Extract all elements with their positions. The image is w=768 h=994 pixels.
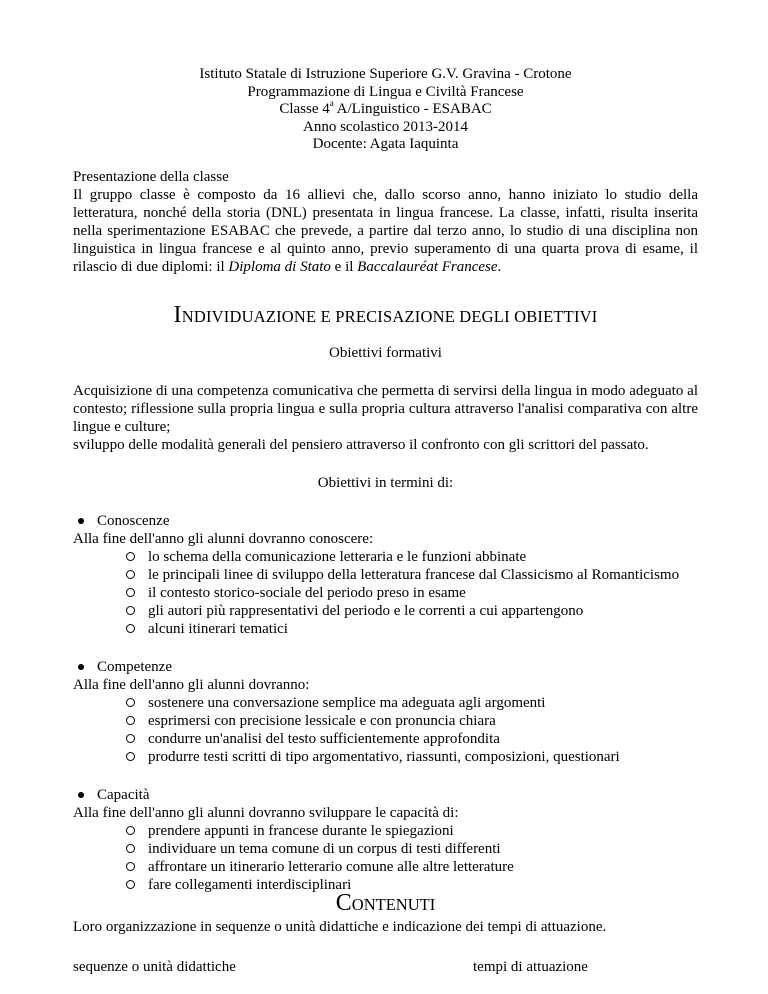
- list-item: esprimersi con precisione lessicale e con pronuncia chiara: [126, 712, 698, 730]
- circle-bullet-icon: [126, 880, 135, 889]
- knowledge-intro: Alla fine dell'anno gli alunni dovranno conoscere:: [73, 530, 374, 547]
- skills-heading: Competenze: [97, 658, 172, 675]
- circle-bullet-icon: [126, 734, 135, 743]
- circle-bullet-icon: [126, 752, 135, 761]
- circle-bullet-icon: [126, 624, 135, 633]
- list-item: gli autori più rappresentativi del periodo e le correnti a cui appartengono: [126, 602, 698, 620]
- list-item: fare collegamenti interdisciplinari: [126, 876, 698, 894]
- list-item: individuare un tema comune di un corpus di testi differenti: [126, 840, 698, 858]
- knowledge-heading: Conoscenze: [97, 512, 170, 529]
- list-item: produrre testi scritti di tipo argomentativo, riassunti, composizioni, questionari: [126, 748, 698, 766]
- circle-bullet-icon: [126, 826, 135, 835]
- list-item: sostenere una conversazione semplice ma adeguata agli argomenti: [126, 694, 698, 712]
- teacher: Docente: Agata Iaquinta: [312, 136, 459, 152]
- document-header: [73, 66, 698, 154]
- bullet-icon: [78, 792, 84, 798]
- circle-bullet-icon: [126, 570, 135, 579]
- circle-bullet-icon: [126, 716, 135, 725]
- bullet-icon: [78, 518, 84, 524]
- column-header-times: tempi di attuazione: [473, 958, 588, 975]
- abilities-list: [73, 822, 698, 894]
- school-name: Istituto Statale di Istruzione Superiore G.V. Gravina - Crotone: [199, 66, 572, 82]
- skills-intro: Alla fine dell'anno gli alunni dovranno:: [73, 676, 310, 693]
- skills-list: [73, 694, 698, 766]
- contents-table-header: [73, 958, 698, 976]
- bullet-icon: [78, 664, 84, 670]
- column-header-units: sequenze o unità didattiche: [73, 958, 236, 975]
- circle-bullet-icon: [126, 552, 135, 561]
- circle-bullet-icon: [126, 844, 135, 853]
- list-item: condurre un'analisi del testo sufficientemente approfondita: [126, 730, 698, 748]
- list-item: le principali linee di sviluppo della letteratura francese dal Classicismo al Romanticismo: [126, 566, 698, 584]
- presentation-body: Il gruppo classe è composto da 16 allievi che, dallo scorso anno, hanno iniziato lo studio della letteratura, nonché della storia (DNL) presentata in lingua francese. La classe, infatti, risulta inserita nella sperimentazione ESABAC che prevede, a partire dal terzo anno, lo studio di una disciplina non linguistica in lingua francese e al quinto anno, previo superamento di una quarta prova di esame, il rilascio di due diplomi: il Diploma di Stato e il Baccalauréat Francese.: [73, 186, 698, 275]
- knowledge-group: [73, 512, 698, 638]
- circle-bullet-icon: [126, 862, 135, 871]
- circle-bullet-icon: [126, 698, 135, 707]
- abilities-group: [73, 786, 698, 894]
- list-item: alcuni itinerari tematici: [126, 620, 698, 638]
- section-heading-objectives: INDIVIDUAZIONE E PRECISAZIONE DEGLI OBIETTIVI: [173, 301, 598, 328]
- school-year: Anno scolastico 2013-2014: [303, 118, 468, 135]
- formative-objectives-title: Obiettivi formativi: [329, 344, 442, 361]
- knowledge-list: [73, 548, 698, 638]
- list-item: lo schema della comunicazione letteraria e le funzioni abbinate: [126, 548, 698, 566]
- list-item: prendere appunti in francese durante le spiegazioni: [126, 822, 698, 840]
- abilities-heading: Capacità: [97, 786, 150, 803]
- list-item: affrontare un itinerario letterario comune alle altre letterature: [126, 858, 698, 876]
- document-page: [73, 66, 698, 976]
- formative-objectives-text: Acquisizione di una competenza comunicativa che permetta di servirsi della lingua in modo adeguato al contesto; riflessione sulla propria lingua e sulla propria cultura attraverso l'analisi comparativa con altre lingue e culture;: [73, 382, 698, 435]
- presentation-title: Presentazione della classe: [73, 168, 229, 185]
- course-title: Programmazione di Lingua e Civiltà Francese: [247, 83, 524, 100]
- circle-bullet-icon: [126, 606, 135, 615]
- section-heading-contents: CONTENUTI: [335, 889, 436, 916]
- list-item: il contesto storico-sociale del periodo preso in esame: [126, 584, 698, 602]
- objectives-terms-title: Obiettivi in termini di:: [317, 474, 454, 491]
- contents-intro: Loro organizzazione in sequenze o unità didattiche e indicazione dei tempi di attuazione.: [73, 918, 607, 935]
- circle-bullet-icon: [126, 588, 135, 597]
- formative-objectives-text-2: sviluppo delle modalità generali del pensiero attraverso il confronto con gli scrittori del passato.: [73, 436, 649, 453]
- abilities-intro: Alla fine dell'anno gli alunni dovranno sviluppare le capacità di:: [73, 804, 459, 821]
- skills-group: [73, 658, 698, 766]
- class-line: Classe 4$^a$ A/Linguistico - ESABAC: [279, 98, 492, 117]
